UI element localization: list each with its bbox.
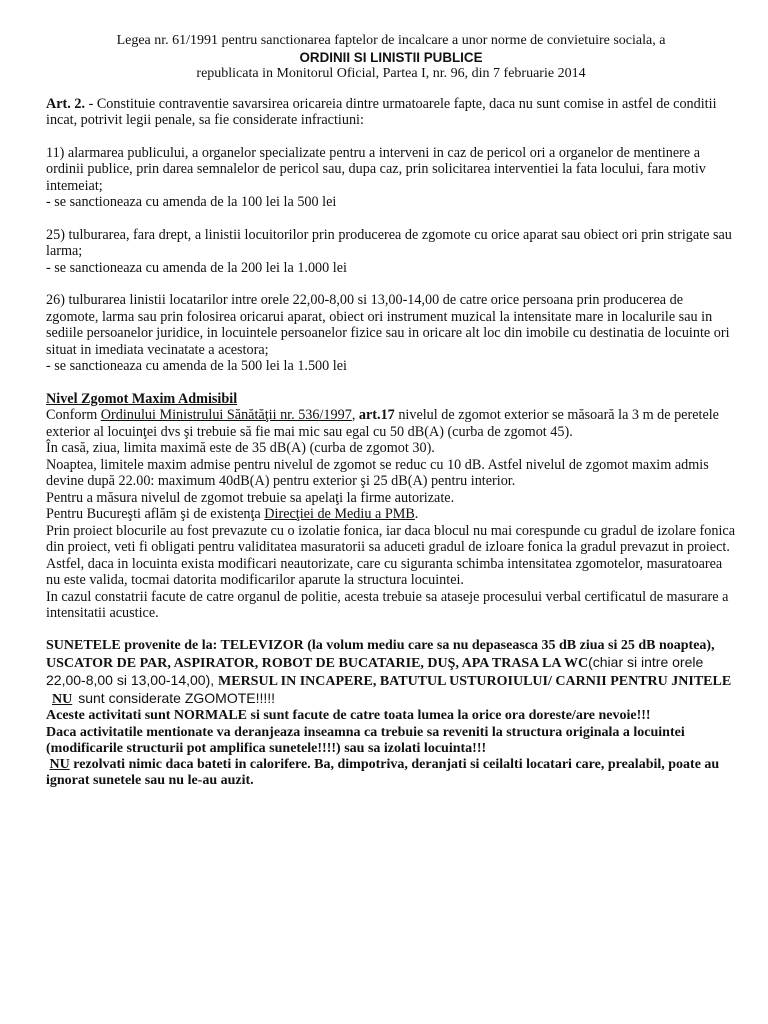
item-25-sanction: - se sanctioneaza cu amenda de la 200 lei la 1.000 lei	[46, 259, 347, 276]
document-header	[46, 33, 736, 83]
sunete-paragraph: SUNETELE provenite de la: TELEVIZOR (la volum mediu care sa nu depaseasca 35 dB ziua si 25 dB noaptea), USCATOR DE PAR, ASPIRATOR, ROBOT DE BUCATARIE, DUŞ, APA TRASA LA WC(chiar si intre orele 22,00-8,00 si 13,00-14,00), MERSUL IN INCAPERE, BATUTUL USTUROIULUI/ CARNII PENTRU JNITELENU sunt considerate ZGOMOTE!!!!!	[46, 637, 732, 708]
nu-underlined-1: NU	[52, 692, 73, 708]
sunete-block	[46, 638, 736, 790]
art2-paragraph	[46, 96, 736, 129]
item-11-sanction: - se sanctioneaza cu amenda de la 100 lei la 500 lei	[46, 194, 337, 210]
cazul-paragraph: In cazul constatrii facute de catre organul de politie, acesta trebuie sa ataseje procesului verbal certificatul de masurare a intensitatii acustice.	[46, 588, 729, 621]
item-11-text: 11) alarmarea publicului, a organelor specializate pentru a interveni in caz de pericol ori a organelor de mentinere a ordinii publice, prin darea semnalelor de pericol sau, dupa caz, prin solicitarea interventiei la fata locului, fara motiv intemeiat;	[46, 144, 706, 194]
art17-label: art.17	[358, 407, 395, 423]
astfel-paragraph: Astfel, daca in locuinta exista modificari neautorizate, care cu siguranta schimba intensitatea zgomotelor, masuratoarea nu este valida, tocmai datorita modificarilor aparute la structura locuintei.	[46, 555, 723, 588]
calorifere-paragraph: NU rezolvati nimic daca bateti in calorifere. Ba, dimpotriva, deranjati si ceilalti locatari care, prealabil, poate au ignorat sunetele sau nu le-au auzit.	[46, 756, 720, 789]
item-26-sanction: - se sanctioneaza cu amenda de la 500 lei la 1.500 lei	[46, 358, 347, 374]
bucuresti-paragraph: Pentru Bucureşti aflăm şi de existenţa Direcţiei de Mediu a PMB.	[46, 506, 419, 522]
law-publication: republicata in Monitorul Oficial, Partea I, nr. 96, din 7 februarie 2014	[196, 66, 586, 81]
art2-text: - Constituie contraventie savarsirea oricareia dintre urmatoarele fapte, daca nu sunt comise in astfel de conditii incat, potrivit legii penale, sa fie considerate infractiuni:	[46, 95, 717, 128]
art2-label: Art. 2.	[46, 95, 86, 112]
proiect-paragraph: Prin proiect blocurile au fost prevazute cu o izolatie fonica, iar daca blocul nu mai corespunde cu gradul de izolare fonica din proiect, veti fi obligati pentru validitatea masuratorii sa aduceti gradul de izloare fonica la gradul prevazut in proiect.	[46, 522, 735, 555]
ordin-link[interactable]: Ordinului Ministrului Sănătăţii nr. 536/1997	[100, 407, 352, 423]
item-26-text: 26) tulburarea linistii locatarilor intre orele 22,00-8,00 si 13,00-14,00 de catre orice persoana prin producerea de zgomote, larma sau prin folosirea oricarui aparat, obiect ori instrument muzical la intensitate mare in localurile sau in sediile persoanelor juridice, in locuintele persoanelor fizice sau in oricare alt loc din imobile cu destinatia de locuinte ori situat in imediata vecinatate a acestora;	[46, 292, 730, 358]
law-title: Legea nr. 61/1991 pentru sanctionarea faptelor de incalcare a unor norme de convietuire sociala, a	[116, 33, 666, 48]
nivel-heading: Nivel Zgomot Maxim Admisibil	[46, 390, 238, 407]
document-page	[46, 33, 736, 789]
nu-underlined-2: NU	[49, 756, 70, 772]
noaptea-paragraph: Noaptea, limitele maxim admise pentru nivelul de zgomot se reduc cu 10 dB. Astfel nivelul de zgomot maxim admis devine după 22.00: maximum 40dB(A) pentru exterior şi 25 dB(A) pentru interior.	[46, 456, 709, 489]
casa-paragraph: În casă, ziua, limita maximă este de 35 dB(A) (curba de zgomot 30).	[46, 440, 435, 456]
normale-paragraph: Aceste activitati sunt NORMALE si sunt facute de catre toata lumea la orice ora doreste/are nevoie!!!	[46, 708, 651, 724]
law-subject: ORDINII SI LINISTII PUBLICE	[299, 49, 483, 65]
firme-paragraph: Pentru a măsura nivelul de zgomot trebuie sa apelaţi la firme autorizate.	[46, 489, 455, 506]
directia-mediu-link[interactable]: Direcţiei de Mediu a PMB	[264, 506, 415, 522]
daca-paragraph: Daca activitatile mentionate va deranjeaza inseamna ca trebuie sa reveniti la structura originala a locuintei (modificarile structurii pot amplifica sunetele!!!!) sau sa izolati locuinta!!!	[46, 724, 685, 756]
item-25-text: 25) tulburarea, fara drept, a linistii locuitorilor prin producerea de zgomote cu orice aparat sau obiect ori prin strigate sau larma;	[46, 226, 732, 259]
conform-paragraph: Conform Ordinului Ministrului Sănătăţii nr. 536/1997, art.17 nivelul de zgomot exterior se măsoară la 3 m de peretele exterior al locuinţei dvs şi trebuie să fie mai mic sau egal cu 50 dB(A) (curba de zgomot 45).	[46, 407, 719, 440]
